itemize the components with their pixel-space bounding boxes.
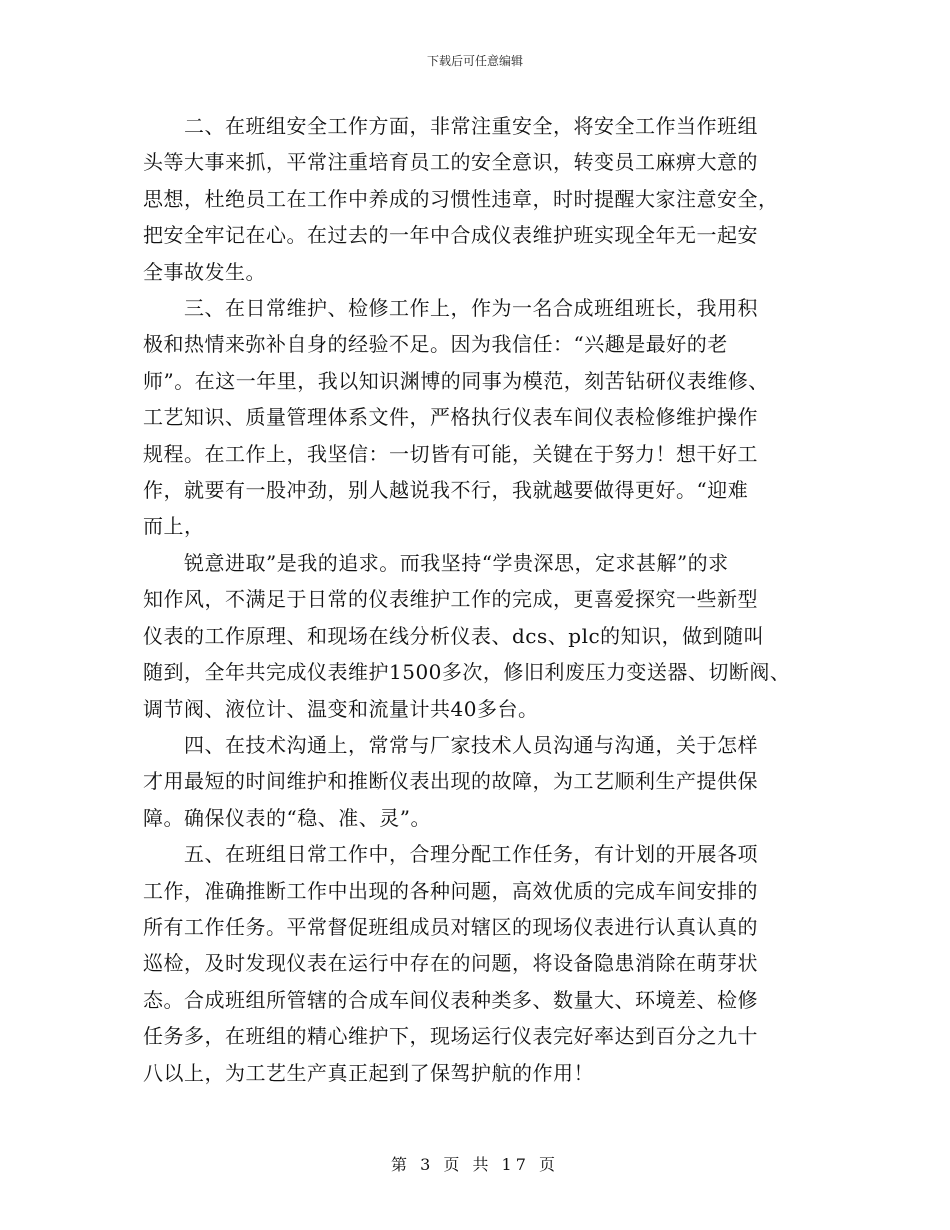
page-header-note: 下载后可任意编辑	[426, 54, 523, 68]
paragraph-2-safety: 二、在班组安全工作方面，非常注重安全，将安全工作当作班组 头等大事来抓，平常注重培育员工的安全意识，转变员工麻痹大意的 思想，杜绝员工在工作中养成的习惯性违章，时时提醒大家注意安全， 把安全牢记在心。在过去的一年中合成仪表维护班实现全年无一起安 全事故发生。	[143, 114, 779, 284]
paragraph-3-maintenance: 三、在日常维护、检修工作上，作为一名合成班组班长，我用积 极和热情来弥补自身的经验不足。因为我信任：“兴趣是最好的老 师”。在这一年里，我以知识渊博的同事为模范，刻苦钻研仪表维修、 工艺知识、质量管理体系文件，严格执行仪表车间仪表检修维护操作 规程。在工作上，我坚信：一切皆有可能，关键在于努力！想干好工 作，就要有一股冲劲，别人越说我不行，我就越要做得更好。“迎难 而上，	[143, 296, 769, 539]
paragraph-5-daily-work: 五、在班组日常工作中，合理分配工作任务，有计划的开展各项 工作，准确推断工作中出现的各种问题，高效优质的完成车间安排的 所有工作任务。平常督促班组成员对辖区的现场仪表进行认真认真的 巡检，及时发现仪表在运行中存在的问题，将设备隐患消除在萌芽状 态。合成班组所管辖的合成车间仪表种类多、数量大、环境差、检修 任务多，在班组的精心维护下，现场运行仪表完好率达到百分之九十 八以上，为工艺生产真正起到了保驾护航的作用！	[143, 842, 758, 1085]
document-body	[143, 108, 811, 1091]
paragraph-3-continued: 锐意进取”是我的追求。而我坚持“学贵深思，定求甚解”的求 知作风，不满足于日常的仪表维护工作的完成，更喜爱探究一些新型 仪表的工作原理、和现场在线分析仪表、dcs、plc的知识，做到随叫 随到，全年共完成仪表维护1500多次，修旧利废压力变送器、切断阀、 调节阀、液位计、温变和流量计共40多台。	[143, 550, 791, 721]
paragraph-4-communication: 四、在技术沟通上，常常与厂家技术人员沟通与沟通，关于怎样 才用最短的时间维护和推断仪表出现的故障，为工艺顺利生产提供保 障。确保仪表的“稳、准、灵”。	[143, 732, 758, 830]
page-number-footer: 第 3 页 共 17 页	[391, 1155, 559, 1174]
